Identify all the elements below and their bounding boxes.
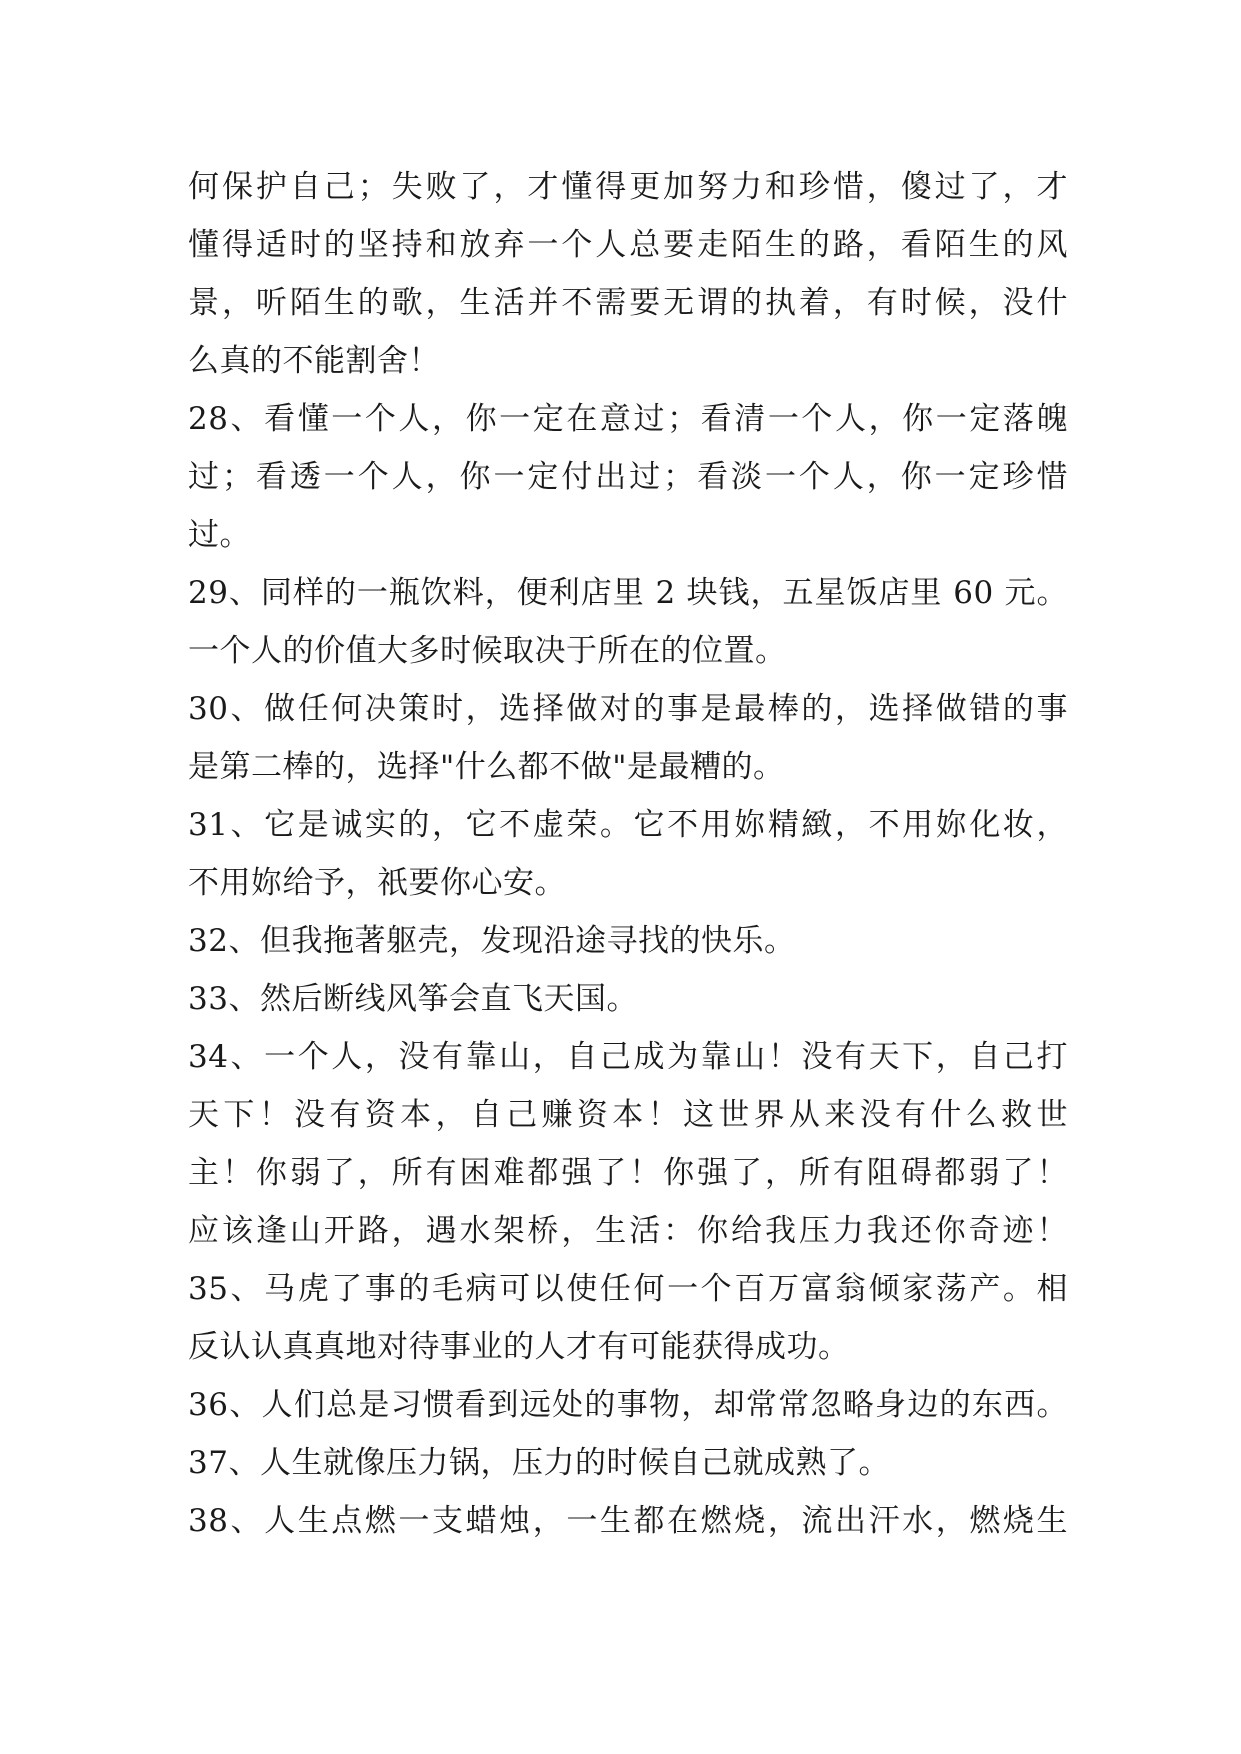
text-line: 一个人的价值大多时候取决于所在的位置。 [188,633,787,669]
text-line: 景，听陌生的歌，生活并不需要无谓的执着，有时候，没什 [188,285,1068,321]
text-line: 38、人生点燃一支蜡烛，一生都在燃烧，流出汗水，燃烧生 [188,1503,1068,1539]
text-line: 应该逢山开路，遇水架桥，生活：你给我压力我还你奇迹！ [188,1213,1068,1249]
text-line: 主！你弱了，所有困难都强了！你强了，所有阻碍都弱了！ [188,1155,1068,1191]
text-line: 32、但我拖著躯壳，发现沿途寻找的快乐。 [188,923,796,959]
text-line: 31、它是诚实的，它不虚荣。它不用妳精緻，不用妳化妆， [188,807,1068,843]
text-line: 反认认真真地对待事业的人才有可能获得成功。 [188,1329,850,1365]
text-line: 天下！没有资本，自己赚资本！这世界从来没有什么救世 [188,1097,1068,1133]
text-line: 过。 [188,517,251,553]
text-line: 28、看懂一个人，你一定在意过；看清一个人，你一定落魄 [188,401,1068,437]
text-line: 过；看透一个人，你一定付出过；看淡一个人，你一定珍惜 [188,459,1068,495]
text-line: 29、同样的一瓶饮料，便利店里 2 块钱，五星饭店里 60 元。 [188,575,1068,611]
text-line: 是第二棒的，选择"什么都不做"是最糟的。 [188,749,785,785]
text-line: 不用妳给予，祇要你心安。 [188,865,566,901]
text-line: 34、一个人，没有靠山，自己成为靠山！没有天下，自己打 [188,1039,1068,1075]
text-line: 37、人生就像压力锅，压力的时候自己就成熟了。 [188,1445,890,1481]
text-line: 35、马虎了事的毛病可以使任何一个百万富翁倾家荡产。相 [188,1271,1068,1307]
text-line: 懂得适时的坚持和放弃一个人总要走陌生的路，看陌生的风 [188,227,1068,263]
text-line: 33、然后断线风筝会直飞天国。 [188,981,638,1017]
text-line: 么真的不能割舍！ [188,343,440,379]
text-line: 30、做任何决策时，选择做对的事是最棒的，选择做错的事 [188,691,1068,727]
text-line: 36、人们总是习惯看到远处的事物，却常常忽略身边的东西。 [188,1387,1068,1423]
text-line: 何保护自己；失败了，才懂得更加努力和珍惜，傻过了，才 [188,169,1068,205]
body-text [188,158,1068,1550]
